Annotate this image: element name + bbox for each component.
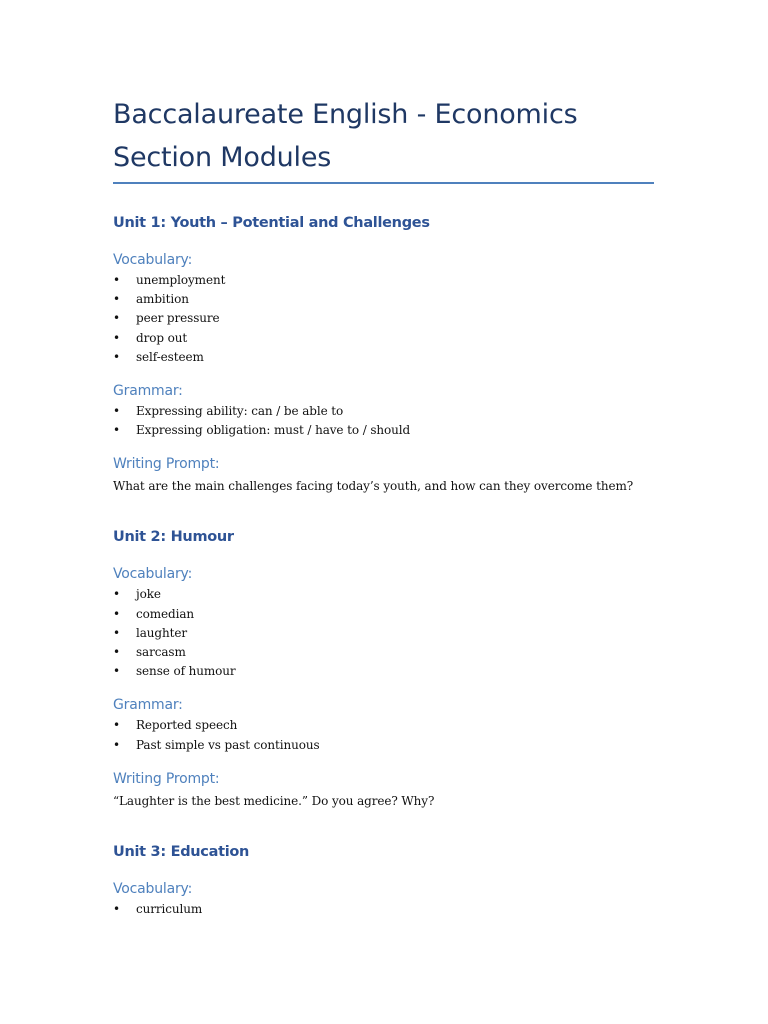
list-item <box>113 716 658 735</box>
unit-1-writing-prompt: What are the main challenges facing today’s youth, and how can they overcome them? <box>113 479 634 494</box>
list-item-text: peer pressure <box>136 311 220 326</box>
list-item <box>113 662 658 681</box>
document-title-line-1: Baccalaureate English - Economics <box>113 99 578 130</box>
list-item-text: Expressing obligation: must / have to / should <box>136 423 411 438</box>
list-item <box>113 643 658 662</box>
unit-3-section <box>113 842 658 919</box>
unit-2-vocabulary-list <box>113 585 658 681</box>
list-item-text: self-esteem <box>136 349 204 364</box>
list-item <box>113 402 658 421</box>
list-item-text: unemployment <box>136 273 226 287</box>
unit-3-title: Unit 3: Education <box>113 843 250 860</box>
document-title-line-2: Section Modules <box>113 142 332 173</box>
unit-2-title: Unit 2: Humour <box>113 529 234 546</box>
list-item-text: Past simple vs past continuous <box>136 737 320 752</box>
list-item-text: Expressing ability: can / be able to <box>136 404 344 419</box>
list-item <box>113 309 658 328</box>
bullet-icon: • <box>113 292 120 307</box>
bullet-icon: • <box>113 737 120 752</box>
unit-2-vocabulary-heading: Vocabulary: <box>113 566 193 583</box>
unit-2-grammar-list <box>113 716 658 754</box>
unit-2-writing-prompt: “Laughter is the best medicine.” Do you agree? Why? <box>113 793 435 808</box>
bullet-icon: • <box>113 349 120 364</box>
bullet-icon: • <box>113 606 120 621</box>
document-page <box>113 0 658 919</box>
unit-1-vocabulary-list <box>113 271 658 367</box>
list-item <box>113 605 658 624</box>
list-item <box>113 421 658 440</box>
unit-1-grammar-list <box>113 402 658 440</box>
list-item-text: laughter <box>136 625 187 640</box>
list-item <box>113 271 658 290</box>
unit-1-grammar-heading: Grammar: <box>113 383 183 400</box>
bullet-icon: • <box>113 664 120 679</box>
bullet-icon: • <box>113 311 120 326</box>
unit-1-writing-prompt-heading: Writing Prompt: <box>113 456 220 473</box>
list-item-text: Reported speech <box>136 718 238 733</box>
title-underline <box>113 182 654 184</box>
bullet-icon: • <box>113 330 120 345</box>
unit-2-grammar-heading: Grammar: <box>113 697 183 714</box>
unit-1-section <box>113 213 658 496</box>
unit-1-vocabulary-heading: Vocabulary: <box>113 252 193 268</box>
list-item <box>113 624 658 643</box>
list-item-text: sense of humour <box>136 664 236 679</box>
bullet-icon: • <box>113 587 120 602</box>
list-item <box>113 900 658 919</box>
list-item-text: drop out <box>136 330 188 345</box>
unit-1-title: Unit 1: Youth – Potential and Challenges <box>113 215 430 231</box>
bullet-icon: • <box>113 273 120 287</box>
list-item-text: comedian <box>136 606 195 621</box>
bullet-icon: • <box>113 625 120 640</box>
list-item <box>113 736 658 755</box>
bullet-icon: • <box>113 901 120 916</box>
list-item <box>113 290 658 309</box>
bullet-icon: • <box>113 718 120 733</box>
bullet-icon: • <box>113 423 120 438</box>
list-item <box>113 348 658 367</box>
list-item-text: ambition <box>136 292 189 307</box>
list-item <box>113 329 658 348</box>
bullet-icon: • <box>113 404 120 419</box>
list-item <box>113 585 658 604</box>
unit-2-section <box>113 527 658 810</box>
bullet-icon: • <box>113 645 120 660</box>
unit-3-vocabulary-list <box>113 900 658 919</box>
unit-2-writing-prompt-heading: Writing Prompt: <box>113 770 220 787</box>
unit-3-vocabulary-heading: Vocabulary: <box>113 880 193 897</box>
document-title <box>113 0 658 179</box>
list-item-text: curriculum <box>136 901 203 916</box>
list-item-text: sarcasm <box>136 645 186 660</box>
list-item-text: joke <box>136 587 161 602</box>
